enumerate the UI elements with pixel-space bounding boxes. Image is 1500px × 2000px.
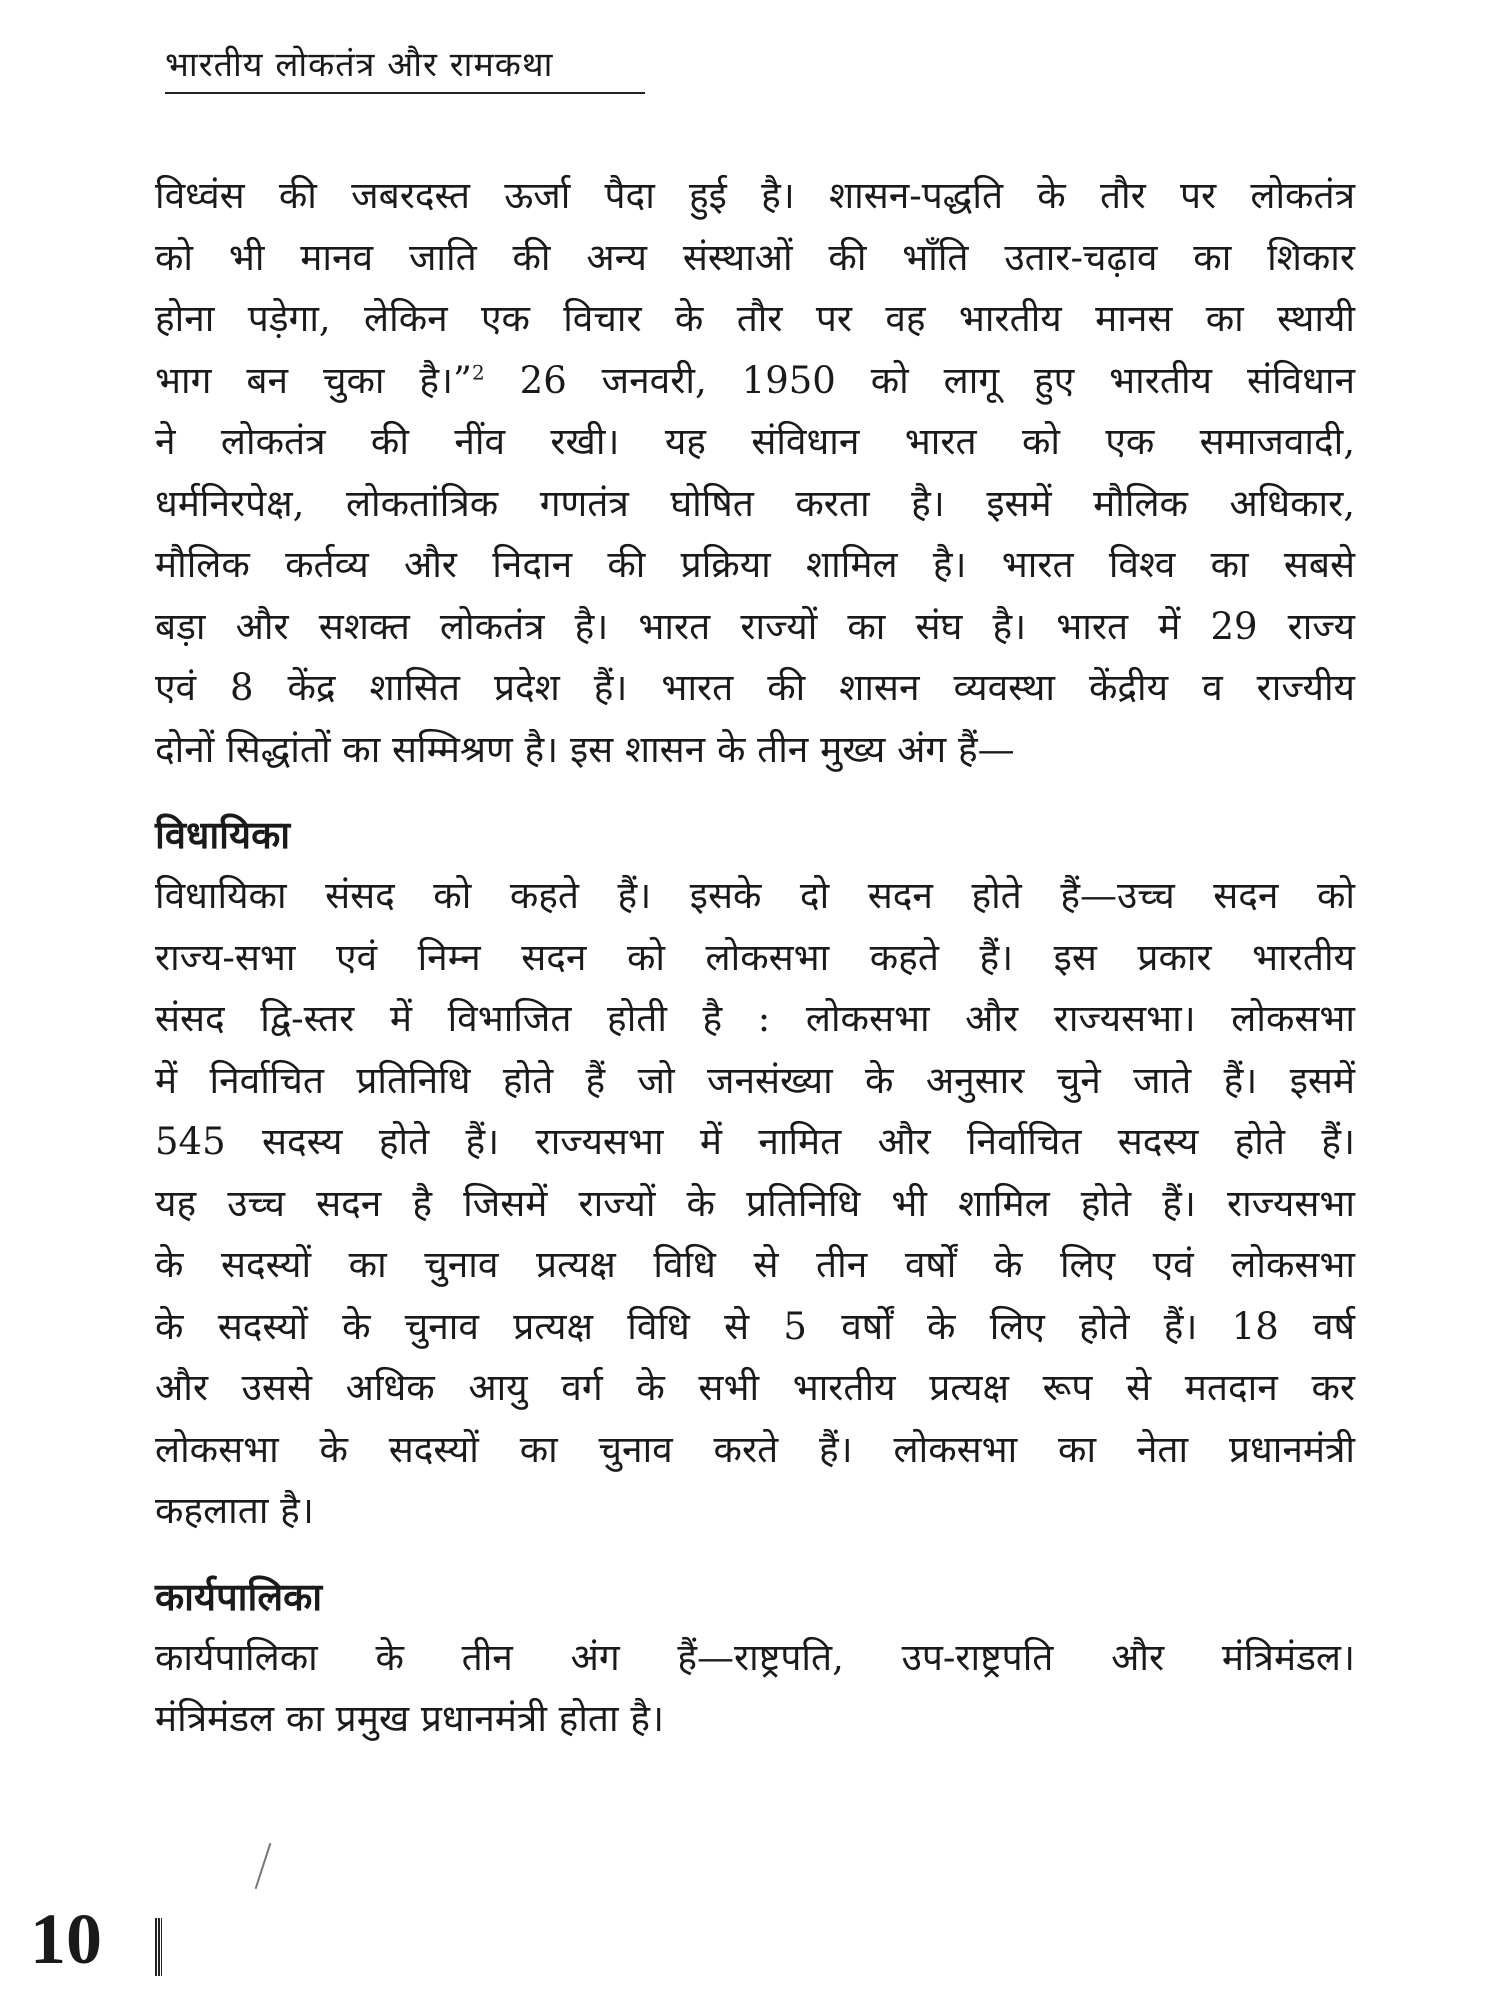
paragraph-intro xyxy=(155,165,1355,780)
text-line: राज्य-सभा एवं निम्न सदन को लोकसभा कहते हैं। इस प्रकार भारतीय xyxy=(155,935,1355,979)
text-line: लोकसभा के सदस्यों का चुनाव करते हैं। लोकसभा का नेता प्रधानमंत्री xyxy=(155,1427,1355,1471)
text-line: ने लोकतंत्र की नींव रखी। यह संविधान भारत को एक समाजवादी, xyxy=(155,420,1355,463)
text-line: मौलिक कर्तव्य और निदान की प्रक्रिया शामिल है। भारत विश्व का सबसे xyxy=(155,543,1355,586)
quote-end-text: भाग बन चुका है।” xyxy=(155,358,472,402)
heading-executive: कार्यपालिका xyxy=(155,1573,323,1619)
text-line: विध्वंस की जबरदस्त ऊर्जा पैदा हुई है। शासन-पद्धति के तौर पर लोकतंत्र xyxy=(155,174,1355,217)
text-line: मंत्रिमंडल का प्रमुख प्रधानमंत्री होता है। xyxy=(155,1697,665,1740)
page-number: 10 xyxy=(30,1899,102,1979)
stray-pen-mark xyxy=(255,1843,272,1889)
text-line: के सदस्यों का चुनाव प्रत्यक्ष विधि से तीन वर्षों के लिए एवं लोकसभा xyxy=(155,1243,1355,1286)
text-line: कहलाता है। xyxy=(155,1489,314,1532)
text-line: यह उच्च सदन है जिसमें राज्यों के प्रतिनिधि भी शामिल होते हैं। राज्यसभा xyxy=(155,1181,1355,1225)
text-line: और उससे अधिक आयु वर्ग के सभी भारतीय प्रत्यक्ष रूप से मतदान कर xyxy=(155,1366,1355,1409)
page-number-bar xyxy=(155,1918,162,1976)
text-line: 545 सदस्य होते हैं। राज्यसभा में नामित और निर्वाचित सदस्य होते हैं। xyxy=(155,1120,1355,1163)
running-header-title: भारतीय लोकतंत्र और रामकथा xyxy=(165,40,645,94)
constitution-text: 26 जनवरी, 1950 को लागू हुए भारतीय संविधान xyxy=(519,358,1355,402)
text-line: संसद द्वि-स्तर में विभाजित होती है : लोकसभा और राज्यसभा। लोकसभा xyxy=(155,997,1355,1040)
page-body xyxy=(155,165,1355,1750)
text-line: होना पड़ेगा, लेकिन एक विचार के तौर पर वह भारतीय मानस का स्थायी xyxy=(155,297,1355,340)
text-line: के सदस्यों के चुनाव प्रत्यक्ष विधि से 5 वर्षों के लिए होते हैं। 18 वर्ष xyxy=(155,1304,1355,1348)
text-line: में निर्वाचित प्रतिनिधि होते हैं जो जनसंख्या के अनुसार चुने जाते हैं। इसमें xyxy=(155,1058,1355,1102)
text-line: धर्मनिरपेक्ष, लोकतांत्रिक गणतंत्र घोषित करता है। इसमें मौलिक अधिकार, xyxy=(155,481,1355,525)
paragraph-legislature xyxy=(155,865,1355,1542)
text-line: कार्यपालिका के तीन अंग हैं—राष्ट्रपति, उप-राष्ट्रपति और मंत्रिमंडल। xyxy=(155,1635,1355,1679)
text-line: दोनों सिद्धांतों का सम्मिश्रण है। इस शासन के तीन मुख्य अंग हैं— xyxy=(155,727,1015,771)
heading-legislature: विधायिका xyxy=(155,812,291,857)
text-line: एवं 8 केंद्र शासित प्रदेश हैं। भारत की शासन व्यवस्था केंद्रीय व राज्यीय xyxy=(155,666,1355,709)
text-line: को भी मानव जाति की अन्य संस्थाओं की भाँति उतार-चढ़ाव का शिकार xyxy=(155,235,1355,279)
text-line: विधायिका संसद को कहते हैं। इसके दो सदन होते हैं—उच्च सदन को xyxy=(155,874,1355,917)
text-line: बड़ा और सशक्त लोकतंत्र है। भारत राज्यों का संघ है। भारत में 29 राज्य xyxy=(155,604,1355,648)
paragraph-executive xyxy=(155,1627,1355,1750)
footnote-reference: 2 xyxy=(471,360,485,385)
text-line-with-footnote xyxy=(155,350,1355,412)
